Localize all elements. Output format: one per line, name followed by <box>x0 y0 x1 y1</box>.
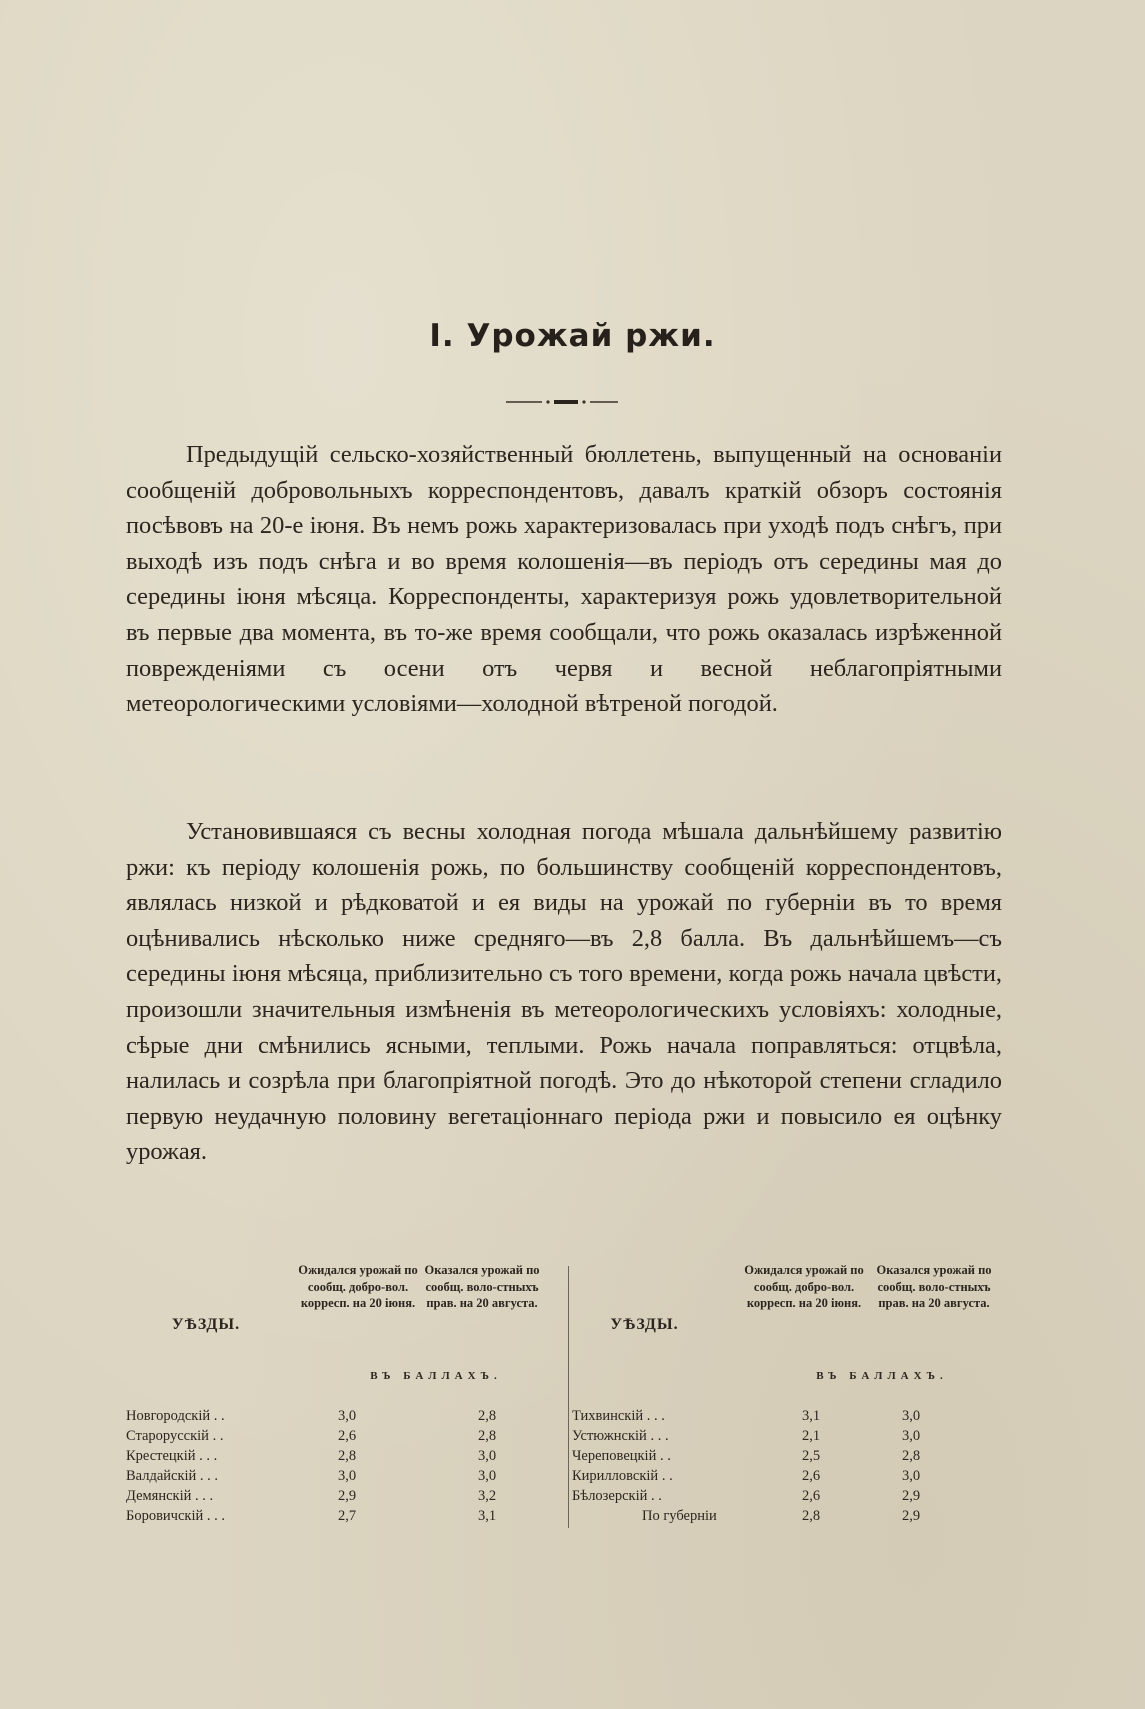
actual-value: 3,0 <box>478 1448 497 1464</box>
district-name: Крестецкій . . . <box>126 1448 218 1464</box>
actual-value: 2,9 <box>902 1508 921 1524</box>
district-name: Валдайскій . . . <box>126 1468 219 1484</box>
district-name: Тихвинскій . . . <box>572 1408 665 1424</box>
district-name: Новгородскій . . <box>126 1408 225 1424</box>
actual-yield-header: Оказался урожай по сообщ. воло-стныхъ прав. на 20 августа. <box>424 1263 540 1310</box>
expected-value: 3,1 <box>802 1408 821 1424</box>
units-label: ВЪ БАЛЛАХЪ. <box>816 1370 948 1382</box>
units-label: ВЪ БАЛЛАХЪ. <box>370 1370 502 1382</box>
paragraph-1: Предыдущій сельско-хозяйственный бюллетень, выпущенный на основаніи сообщеній добровольныхъ корреспондентовъ, давалъ краткій обзоръ состоянія посѣвовъ на 20-е іюня. Въ немъ рожь характеризовалась при уходѣ подъ снѣгъ, при выходѣ изъ подъ снѣга и во время колошенія—въ періодъ отъ середины мая до середины іюня мѣсяца. Корреспонденты, характеризуя рожь удовлетворительной въ первые два момента, въ то-же время сообщали, что рожь оказалась изрѣженной поврежденіями съ осени отъ червя и весной неблагопріятными метеорологическими условіями—холодной вѣтреной погодой. <box>126 441 1002 718</box>
expected-value: 2,5 <box>802 1448 821 1464</box>
table-row <box>126 1406 556 1426</box>
expected-value: 2,7 <box>338 1508 357 1524</box>
actual-value: 3,2 <box>478 1488 497 1504</box>
province-total-label: По губерніи <box>642 1508 717 1524</box>
expected-value: 2,8 <box>338 1448 357 1464</box>
district-name: Кирилловскій . . <box>572 1468 673 1484</box>
expected-yield-header: Ожидался урожай по сообщ. добро-вол. корресп. на 20 іюня. <box>298 1263 418 1310</box>
total-row <box>572 1506 1002 1526</box>
district-name: Череповецкій . . <box>572 1448 671 1464</box>
expected-value: 2,1 <box>802 1428 821 1444</box>
divider-ornament <box>502 394 622 410</box>
district-header: УѢЗДЫ. <box>171 1316 241 1333</box>
table-row <box>572 1426 1002 1446</box>
expected-value: 2,6 <box>802 1488 821 1504</box>
actual-value: 2,8 <box>478 1408 497 1424</box>
expected-value: 3,0 <box>338 1408 357 1424</box>
actual-value: 2,8 <box>478 1428 497 1444</box>
expected-yield-header: Ожидался урожай по сообщ. добро-вол. корресп. на 20 іюня. <box>744 1263 864 1310</box>
district-name: Старорусскій . . <box>126 1428 224 1444</box>
table-row <box>126 1486 556 1506</box>
paragraph-2: Установившаяся съ весны холодная погода мѣшала дальнѣйшему развитію ржи: къ періоду колошенія рожь, по большинству сообщеній корреспондентовъ, являлась низкой и рѣдковатой и ея виды на урожай по губерніи въ то время оцѣнивались нѣсколько ниже средняго—въ 2,8 балла. Въ дальнѣйшемъ—съ середины іюня мѣсяца, приблизительно съ того времени, когда рожь начала цвѣсти, произошли значительныя измѣненія въ метеорологическихъ условіяхъ: холодные, сѣрые дни смѣнились ясными, теплыми. Рожь начала поправляться: отцвѣла, налилась и созрѣла при благопріятной погодѣ. Это до нѣкоторой степени сгладило первую неудачную половину вегетаціоннаго періода ржи и повысило ея оцѣнку урожая. <box>126 818 1002 1166</box>
actual-value: 2,9 <box>902 1488 921 1504</box>
actual-value: 3,0 <box>902 1468 921 1484</box>
table-row <box>126 1506 556 1526</box>
page-title: I. Урожай ржи. <box>429 318 716 354</box>
table-divider <box>568 1266 569 1528</box>
district-name: Бѣлозерскій . . <box>572 1488 662 1504</box>
district-name: Демянскій . . . <box>126 1488 214 1504</box>
table-row <box>572 1466 1002 1486</box>
actual-yield-header: Оказался урожай по сообщ. воло-стныхъ прав. на 20 августа. <box>876 1263 992 1310</box>
actual-value: 3,0 <box>478 1468 497 1484</box>
table-row <box>572 1486 1002 1506</box>
actual-value: 3,1 <box>478 1508 497 1524</box>
table-row <box>126 1466 556 1486</box>
table-row <box>126 1446 556 1466</box>
expected-value: 2,6 <box>802 1468 821 1484</box>
expected-value: 2,9 <box>338 1488 357 1504</box>
district-name: Устюжнскій . . . <box>572 1428 669 1444</box>
actual-value: 3,0 <box>902 1408 921 1424</box>
actual-value: 2,8 <box>902 1448 921 1464</box>
expected-value: 2,6 <box>338 1428 357 1444</box>
expected-value: 2,8 <box>802 1508 821 1524</box>
district-name: Боровичскій . . . <box>126 1508 225 1524</box>
table-row <box>572 1446 1002 1466</box>
table-row <box>126 1426 556 1446</box>
expected-value: 3,0 <box>338 1468 357 1484</box>
table-row <box>572 1406 1002 1426</box>
district-header: УѢЗДЫ. <box>610 1316 679 1333</box>
actual-value: 3,0 <box>902 1428 921 1444</box>
